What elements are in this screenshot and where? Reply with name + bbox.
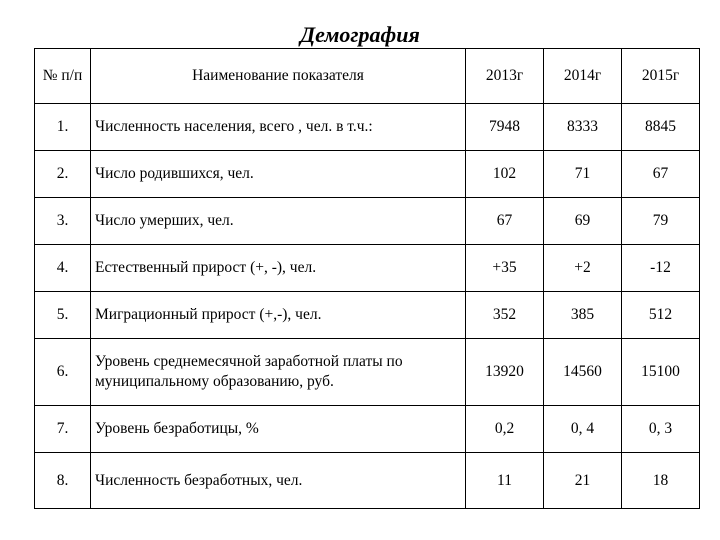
- value-2013: 352: [466, 292, 544, 339]
- header-year-2014: 2014г: [544, 49, 622, 104]
- table-header-row: [35, 49, 700, 104]
- table-row: [35, 339, 700, 406]
- value-2015: 18: [622, 453, 700, 509]
- indicator-name: Численность населения, всего , чел. в т.ч.:: [91, 104, 466, 151]
- value-2015: 79: [622, 198, 700, 245]
- row-number: 5.: [35, 292, 91, 339]
- indicator-name: Миграционный прирост (+,-), чел.: [91, 292, 466, 339]
- value-2013: 67: [466, 198, 544, 245]
- value-2015: 8845: [622, 104, 700, 151]
- value-2014: 71: [544, 151, 622, 198]
- value-2014: 14560: [544, 339, 622, 406]
- indicator-name: Численность безработных, чел.: [91, 453, 466, 509]
- row-number: 4.: [35, 245, 91, 292]
- header-number: № п/п: [35, 49, 91, 104]
- table-row: [35, 104, 700, 151]
- value-2015: 0, 3: [622, 406, 700, 453]
- value-2014: 385: [544, 292, 622, 339]
- page-title: Демография: [300, 22, 420, 47]
- row-number: 8.: [35, 453, 91, 509]
- indicator-name: Уровень безработицы, %: [91, 406, 466, 453]
- demography-table: [34, 48, 700, 509]
- row-number: 7.: [35, 406, 91, 453]
- row-number: 2.: [35, 151, 91, 198]
- indicator-name: Уровень среднемесячной заработной платы по муниципальному образованию, руб.: [91, 339, 466, 406]
- value-2015: -12: [622, 245, 700, 292]
- table-row: [35, 292, 700, 339]
- indicator-name: Естественный прирост (+, -), чел.: [91, 245, 466, 292]
- row-number: 3.: [35, 198, 91, 245]
- value-2013: 13920: [466, 339, 544, 406]
- row-number: 1.: [35, 104, 91, 151]
- value-2014: +2: [544, 245, 622, 292]
- value-2013: +35: [466, 245, 544, 292]
- table-row: [35, 406, 700, 453]
- table-row: [35, 245, 700, 292]
- value-2013: 11: [466, 453, 544, 509]
- table-row: [35, 453, 700, 509]
- value-2014: 8333: [544, 104, 622, 151]
- table-row: [35, 151, 700, 198]
- header-year-2015: 2015г: [622, 49, 700, 104]
- value-2014: 0, 4: [544, 406, 622, 453]
- table-row: [35, 198, 700, 245]
- indicator-name: Число родившихся, чел.: [91, 151, 466, 198]
- value-2013: 0,2: [466, 406, 544, 453]
- value-2015: 512: [622, 292, 700, 339]
- value-2014: 69: [544, 198, 622, 245]
- row-number: 6.: [35, 339, 91, 406]
- header-indicator-name: Наименование показателя: [91, 49, 466, 104]
- value-2013: 7948: [466, 104, 544, 151]
- value-2015: 15100: [622, 339, 700, 406]
- value-2015: 67: [622, 151, 700, 198]
- header-year-2013: 2013г: [466, 49, 544, 104]
- value-2013: 102: [466, 151, 544, 198]
- value-2014: 21: [544, 453, 622, 509]
- indicator-name: Число умерших, чел.: [91, 198, 466, 245]
